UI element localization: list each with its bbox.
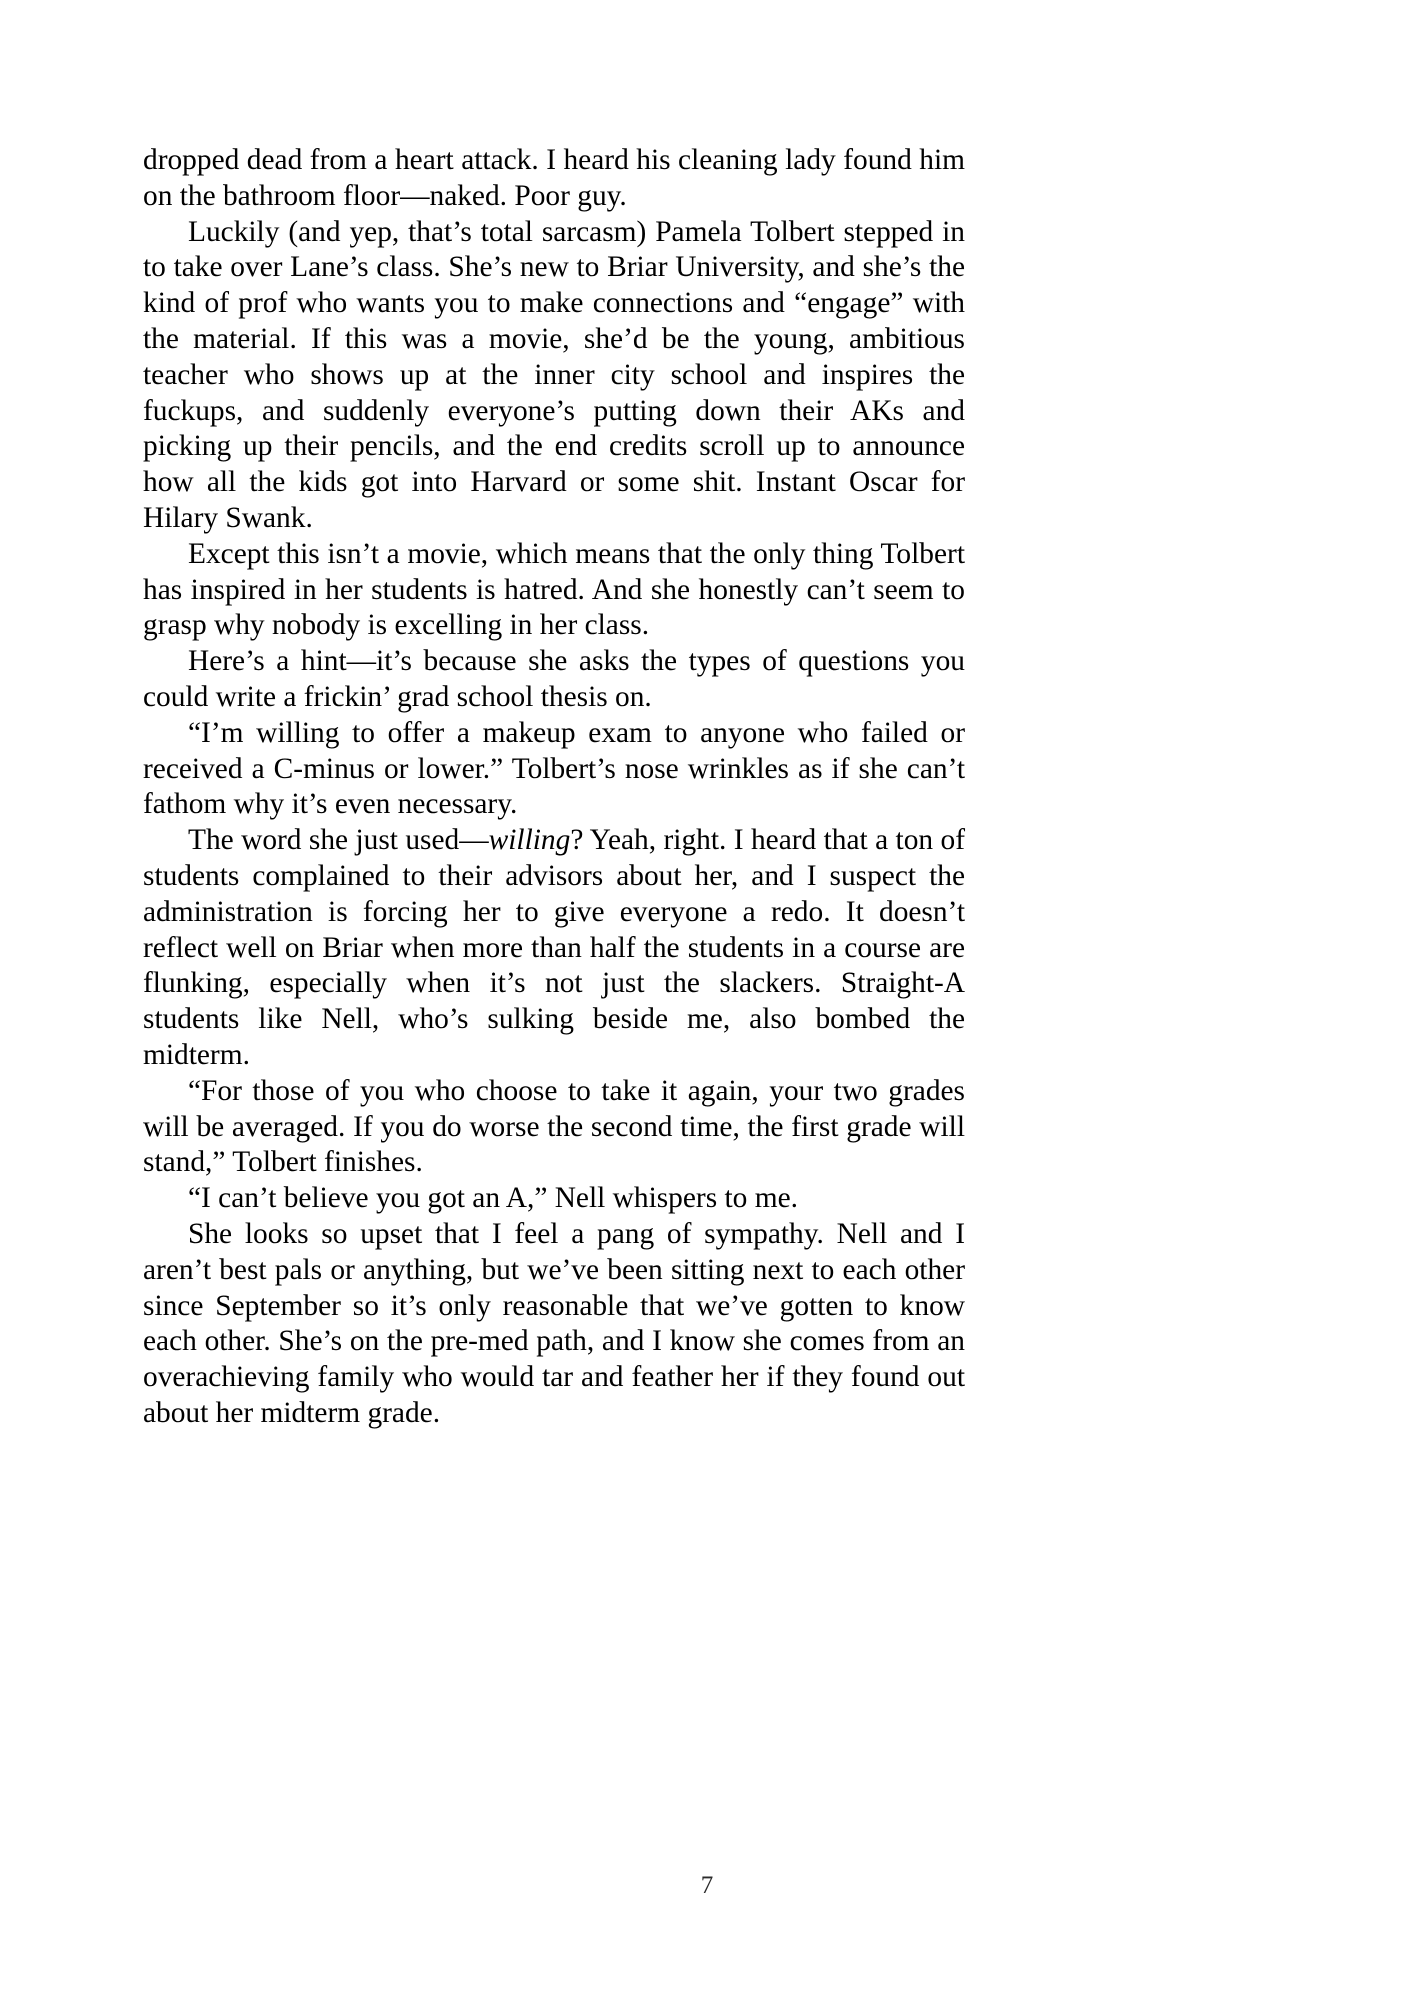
body-text [143,143,965,1432]
paragraph-1: dropped dead from a heart attack. I heard his cleaning lady found him on the bathroom floor—naked. Poor guy. [143,144,965,212]
paragraph-6-lead: The word she just used— [188,824,489,857]
paragraph-3: Except this isn’t a movie, which means that the only thing Tolbert has inspired in her students is hatred. And she honestly can’t seem to grasp why nobody is excelling in her class. [143,537,965,642]
paragraph-5: “I’m willing to offer a makeup exam to anyone who failed or received a C-minus or lower.” Tolbert’s nose wrinkles as if she can’t fathom why it’s even necessary. [143,716,965,821]
paragraph-8: “I can’t believe you got an A,” Nell whispers to me. [188,1182,798,1215]
paragraph-9: She looks so upset that I feel a pang of sympathy. Nell and I aren’t best pals or anything, but we’ve been sitting next to each other since September so it’s only reasonable that we’ve gotten to know each other. She’s on the pre-med path, and I know she comes from an overachieving family who would tar and feather her if they found out about her midterm grade. [143,1217,965,1429]
paragraph-7: “For those of you who choose to take it again, your two grades will be averaged. If you do worse the second time, the first grade will stand,” Tolbert finishes. [143,1074,965,1179]
emphasized-word-willing: willing [488,824,571,857]
paragraph-4: Here’s a hint—it’s because she asks the types of questions you could write a frickin’ grad school thesis on. [143,645,965,713]
page-number: 7 [700,1872,714,1899]
paragraph-6-tail: ? Yeah, right. I heard that a ton of students complained to their advisors about her, and I suspect the administration is forcing her to give everyone a redo. It doesn’t reflect well on Briar when more than half the students in a course are flunking, especially when it’s not just the slackers. Straight-A students like Nell, who’s sulking beside me, also bombed the midterm. [143,824,965,1071]
paragraph-6 [143,823,965,1074]
paragraph-2: Luckily (and yep, that’s total sarcasm) Pamela Tolbert stepped in to take over Lane’s class. She’s new to Briar University, and she’s the kind of prof who wants you to make connections and “engage” with the material. If this was a movie, she’d be the young, ambitious teacher who shows up at the inner city school and inspires the fuckups, and suddenly everyone’s putting down their AKs and picking up their pencils, and the end credits scroll up to announce how all the kids got into Harvard or some shit. Instant Oscar for Hilary Swank. [143,215,965,534]
